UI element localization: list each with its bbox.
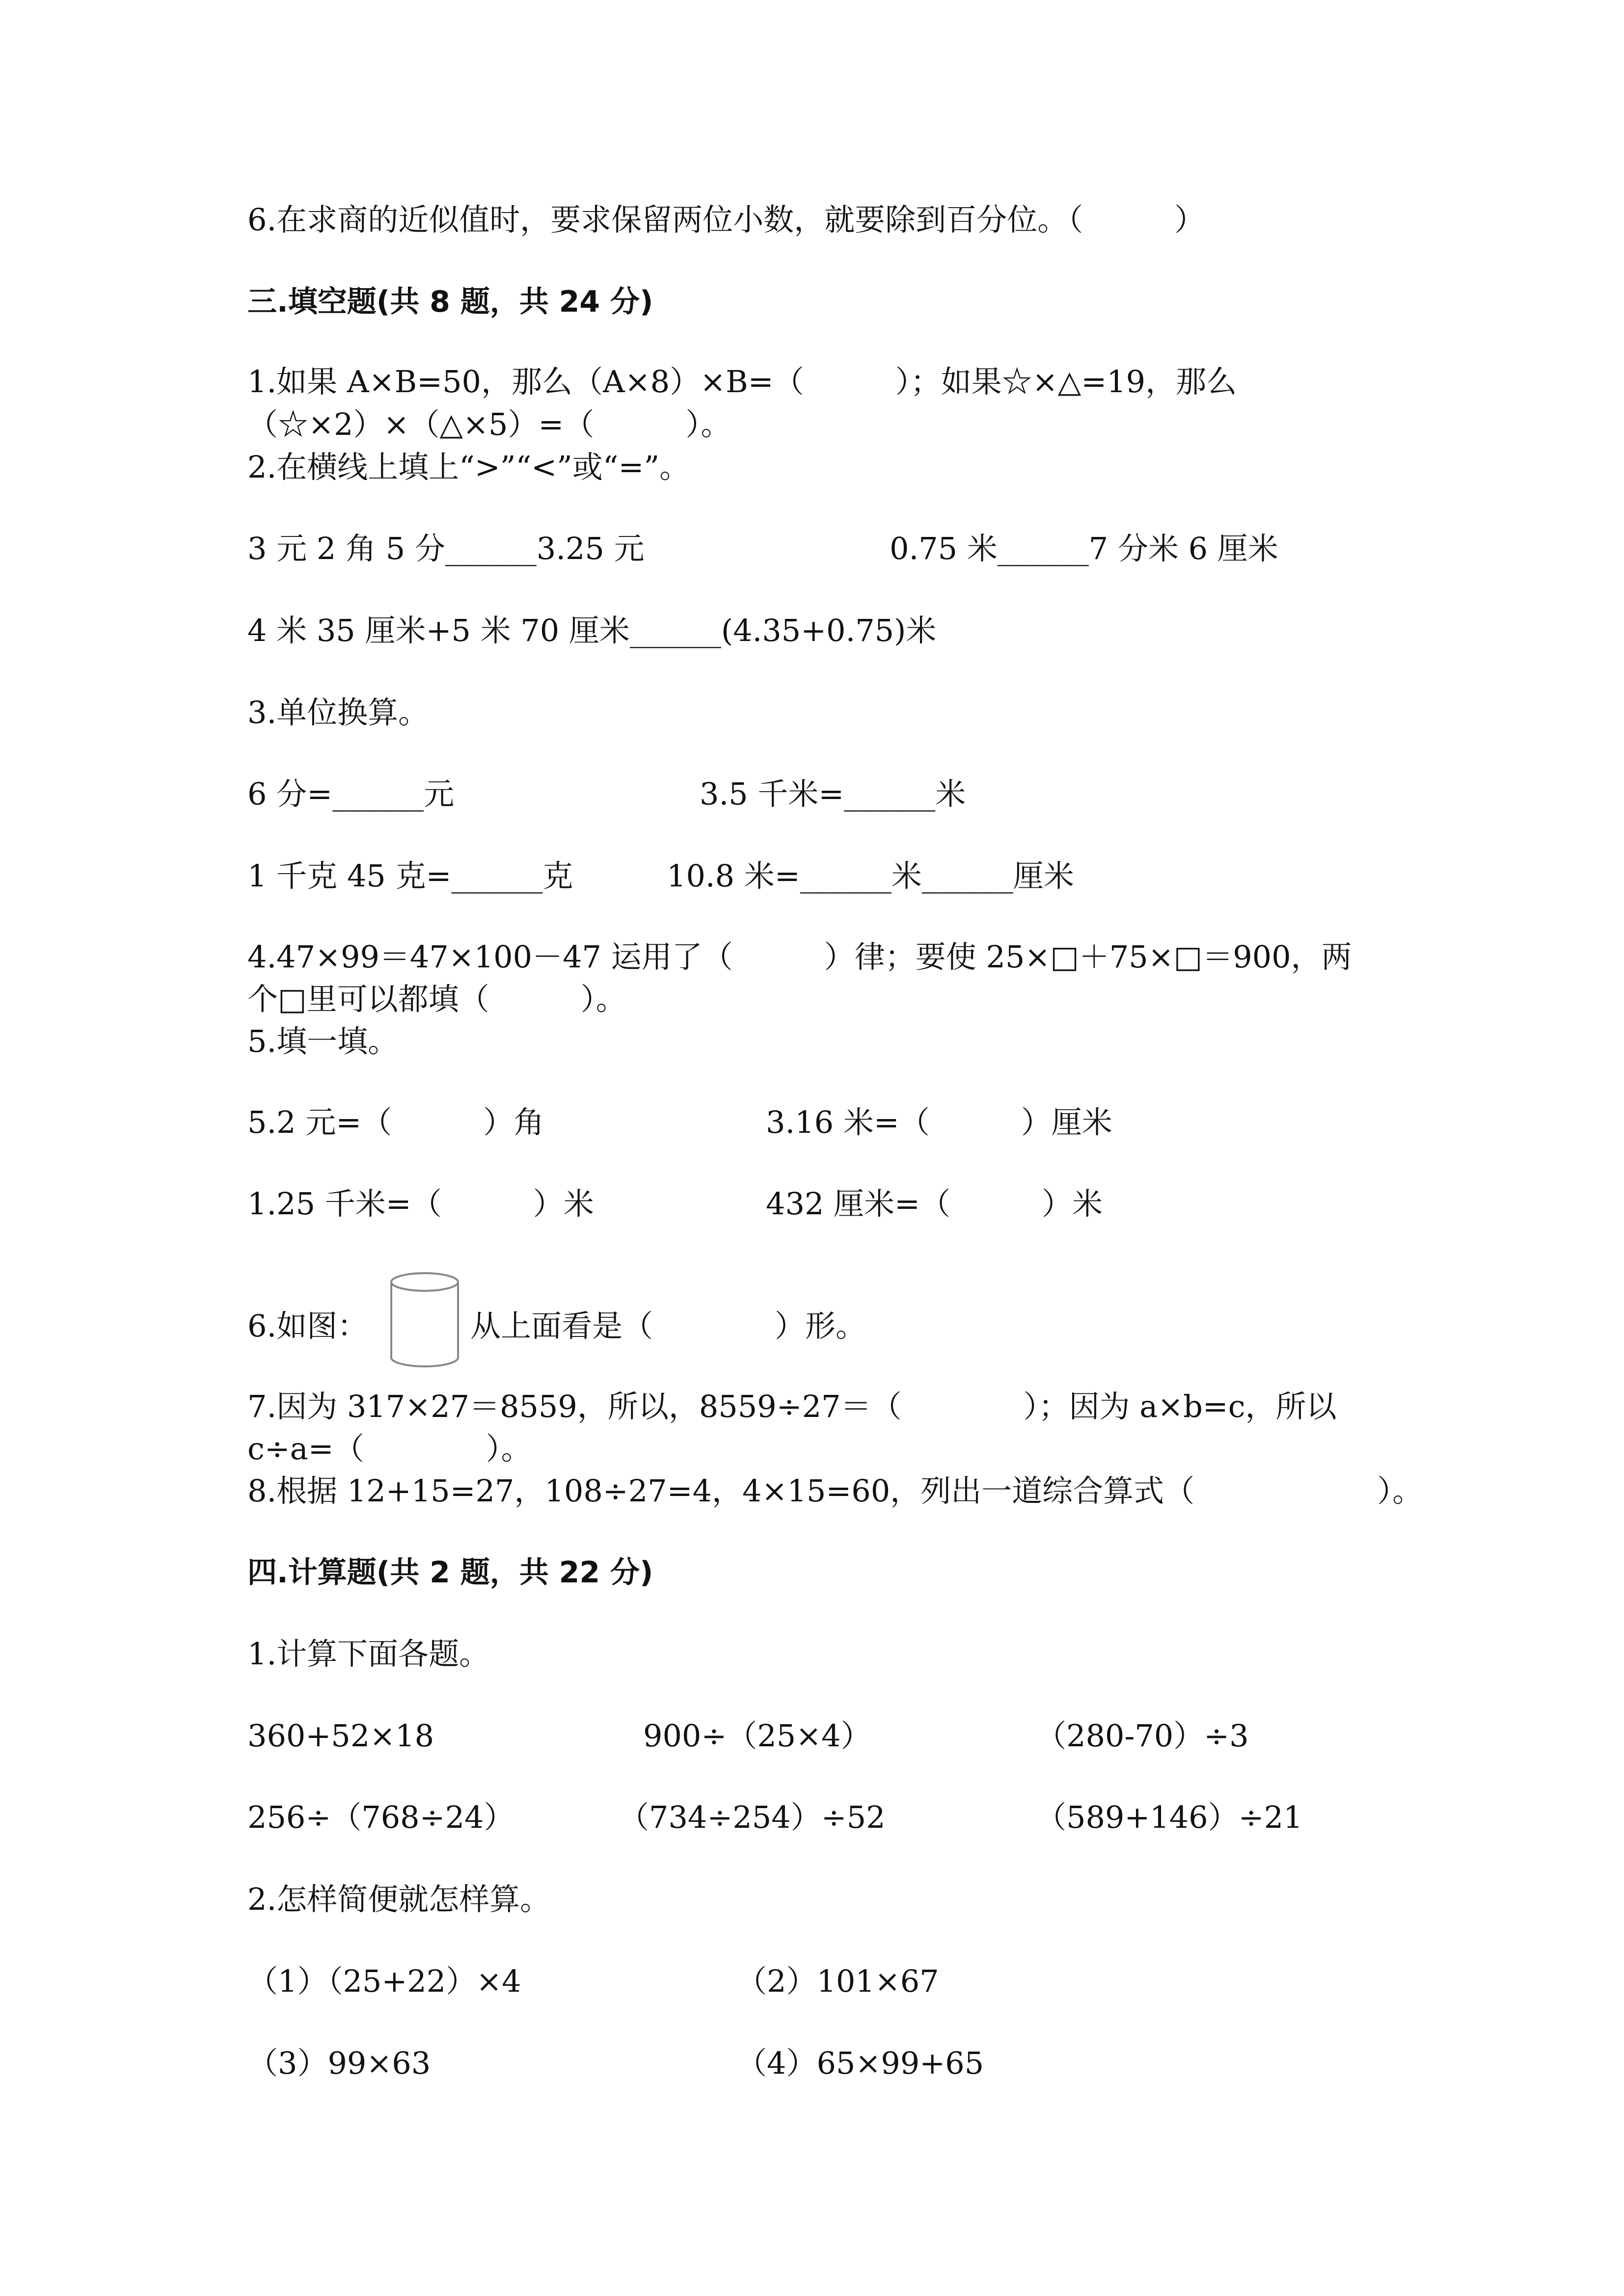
fill-q2-item-c: 4 米 35 厘米+5 米 70 厘米______(4.35+0.75)米 bbox=[247, 613, 937, 648]
calc-q2-item-4: （4）65×99+65 bbox=[736, 2045, 984, 2081]
fill-q4-line1: 4.47×99＝47×100－47 运用了（ ）律；要使 25×□＋75×□＝900，两 bbox=[247, 939, 1352, 975]
section-4-title: 四.计算题(共 2 题，共 22 分) bbox=[247, 1555, 653, 1590]
section-3-title: 三.填空题(共 8 题，共 24 分) bbox=[247, 285, 653, 319]
calc-q1-item-5: （734÷254）÷52 bbox=[619, 1799, 886, 1835]
calc-q1-item-3: （280-70）÷3 bbox=[1036, 1718, 1249, 1754]
calc-q1-item-1: 360+52×18 bbox=[247, 1718, 434, 1754]
calc-q2-item-2: （2）101×67 bbox=[736, 1963, 939, 1999]
calc-q1-title: 1.计算下面各题。 bbox=[247, 1636, 490, 1672]
fill-q3-item-c: 1 千克 45 克=______克 bbox=[247, 858, 573, 894]
calc-q1-item-6: （589+146）÷21 bbox=[1036, 1799, 1303, 1835]
fill-q2-item-a: 3 元 2 角 5 分______3.25 元 bbox=[247, 531, 645, 566]
fill-q1-line1: 1.如果 A×B=50，那么（A×8）×B=（ ）；如果☆×△=19，那么 bbox=[247, 364, 1237, 400]
fill-q3-item-d: 10.8 米=______米______厘米 bbox=[667, 858, 1074, 894]
fill-q8: 8.根据 12+15=27，108÷27=4，4×15=60，列出一道综合算式（ ）。 bbox=[247, 1473, 1423, 1509]
calc-q1-item-4: 256÷（768÷24） bbox=[247, 1799, 514, 1835]
fill-q3-item-b: 3.5 千米=______米 bbox=[700, 776, 966, 812]
fill-q5-item-c: 1.25 千米=（ ）米 bbox=[247, 1186, 594, 1222]
fill-q5-title: 5.填一填。 bbox=[247, 1023, 399, 1059]
fill-q6-prefix: 6.如图： bbox=[247, 1308, 368, 1344]
fill-q4-line2: 个□里可以都填（ ）。 bbox=[247, 981, 626, 1017]
question-6-judgement: 6.在求商的近似值时，要求保留两位小数，就要除到百分位。（ ） bbox=[247, 202, 1205, 238]
calc-q2-item-3: （3）99×63 bbox=[247, 2045, 431, 2081]
fill-q7-line1: 7.因为 317×27＝8559，所以，8559÷27＝（ ）；因为 a×b=c，所以 bbox=[247, 1388, 1337, 1424]
fill-q5-item-b: 3.16 米=（ ）厘米 bbox=[766, 1104, 1112, 1140]
fill-q3-item-a: 6 分=______元 bbox=[247, 776, 455, 812]
fill-q2-item-b: 0.75 米______7 分米 6 厘米 bbox=[890, 531, 1278, 566]
calc-q2-title: 2.怎样简便就怎样算。 bbox=[247, 1881, 551, 1917]
fill-q6-suffix: 从上面看是（ ）形。 bbox=[470, 1308, 866, 1344]
fill-q2-title: 2.在横线上填上“>”“<”或“=”。 bbox=[247, 449, 690, 485]
fill-q7-line2: c÷a=（ ）。 bbox=[247, 1431, 532, 1467]
calc-q1-item-2: 900÷（25×4） bbox=[643, 1718, 871, 1754]
fill-q3-title: 3.单位换算。 bbox=[247, 694, 429, 730]
fill-q1-line2: （☆×2）×（△×5）=（ ）。 bbox=[247, 406, 731, 442]
fill-q5-item-d: 432 厘米=（ ）米 bbox=[766, 1186, 1103, 1222]
cylinder-figure bbox=[388, 1271, 461, 1369]
calc-q2-item-1: （1）（25+22）×4 bbox=[247, 1963, 521, 1999]
fill-q5-item-a: 5.2 元=（ ）角 bbox=[247, 1104, 544, 1140]
